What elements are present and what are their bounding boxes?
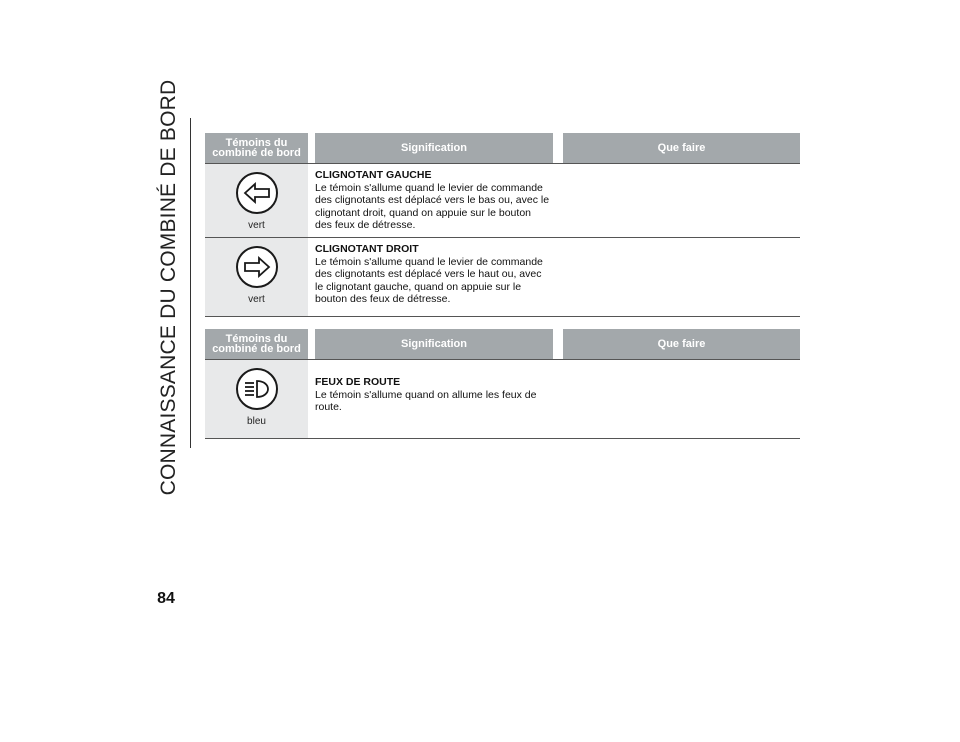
lamp-cell: [205, 164, 308, 237]
action-cell: [563, 164, 800, 237]
header-meaning: Signification: [315, 133, 553, 163]
meaning-text: Le témoin s'allume quand on allume les feux de route.: [315, 388, 537, 413]
table-header: [205, 133, 800, 164]
right-arrow-icon: [236, 246, 278, 288]
header-lamp: Témoins du combiné de bord: [205, 329, 308, 359]
meaning-cell: [315, 238, 563, 316]
warning-lights-table-2: [205, 329, 800, 439]
lamp-cell: [205, 360, 308, 438]
meaning-title: CLIGNOTANT GAUCHE: [315, 169, 432, 181]
page-number: 84: [157, 590, 175, 607]
meaning-title: FEUX DE ROUTE: [315, 376, 401, 388]
meaning-title: CLIGNOTANT DROIT: [315, 243, 419, 255]
meaning-cell: [315, 360, 563, 438]
action-cell: [563, 238, 800, 316]
table-row: [205, 360, 800, 439]
meaning-text: Le témoin s'allume quand le levier de commande des clignotants est déplacé vers le bas ou, avec le clignotant droit, quand on appuie sur le bouton des feux de détresse.: [315, 181, 550, 231]
lamp-cell: [205, 238, 308, 316]
action-cell: [563, 360, 800, 438]
meaning-text: Le témoin s'allume quand le levier de commande des clignotants est déplacé vers le haut ou, avec le clignotant gauche, quand on appuie sur le bouton des feux de détresse.: [315, 255, 543, 305]
header-lamp: Témoins du combiné de bord: [205, 133, 308, 163]
lamp-color-label: vert: [248, 294, 265, 305]
lamp-color-label: vert: [248, 220, 265, 231]
warning-lights-table-1: [205, 133, 800, 317]
section-divider: [190, 118, 191, 448]
header-action: Que faire: [563, 133, 800, 163]
table-row: [205, 164, 800, 238]
lamp-color-label: bleu: [247, 416, 266, 427]
section-title: CONNAISSANCE DU COMBINÉ DE BORD: [157, 79, 180, 496]
header-action: Que faire: [563, 329, 800, 359]
high-beam-icon: [236, 368, 278, 410]
left-arrow-icon: [236, 172, 278, 214]
header-meaning: Signification: [315, 329, 553, 359]
meaning-cell: [315, 164, 563, 237]
table-row: [205, 238, 800, 317]
table-header: [205, 329, 800, 360]
